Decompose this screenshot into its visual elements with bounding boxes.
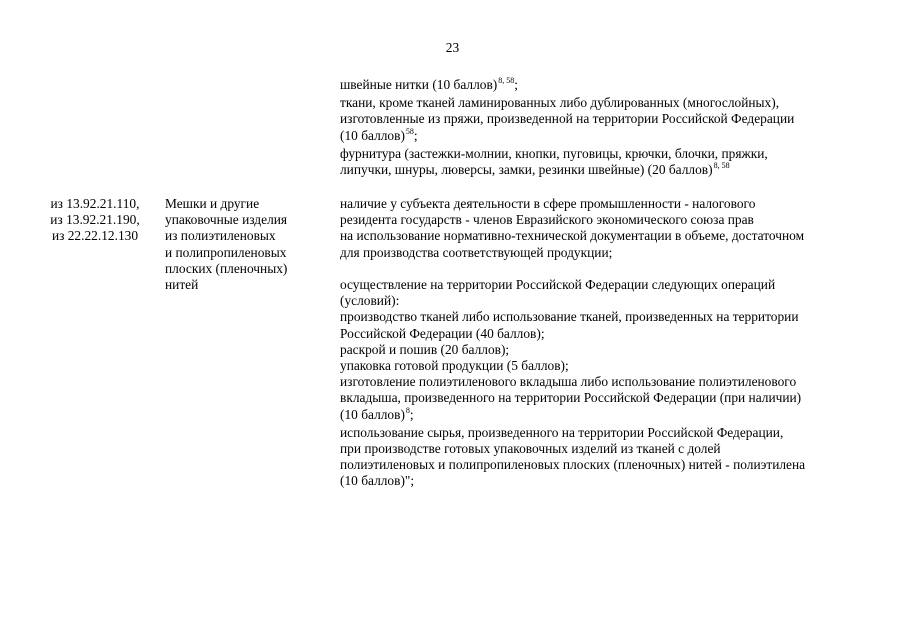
name-line: и полипропиленовых — [165, 244, 287, 260]
product-codes — [40, 196, 150, 245]
product-code: из 13.92.21.110, — [50, 196, 140, 211]
text-line: Российской Федерации (40 баллов); — [340, 325, 545, 341]
text-line: изготовленные из пряжи, произведенной на территории Российской Федерации — [340, 111, 795, 127]
text-line: (10 баллов)"; — [340, 473, 415, 489]
text-line: полиэтиленовых и полипропиленовых плоских (пленочных) нитей - полиэтилена — [340, 457, 806, 473]
product-code: из 13.92.21.190, — [50, 212, 140, 228]
text-line: ткани, кроме тканей ламинированных либо дублированных (многослойных), — [340, 95, 780, 111]
text-line: фурнитура (застежки-молнии, кнопки, пуговицы, крючки, блочки, пряжки, — [340, 145, 768, 161]
text-line: (10 баллов)$^8$; — [340, 405, 414, 422]
text-line: раскрой и пошив (20 баллов); — [340, 341, 510, 357]
name-line: Мешки и другие — [165, 196, 260, 211]
text-line: при производстве готовых упаковочных изделий из тканей с долей — [340, 441, 721, 457]
name-line: плоских (пленочных) — [165, 260, 288, 276]
text-line: резидента государств - членов Евразийского экономического союза прав — [340, 212, 754, 228]
text-line: липучки, шнуры, люверсы, замки, резинки швейные) (20 баллов)$^{8, 58}$ — [340, 161, 730, 178]
text-line: (условий): — [340, 293, 400, 309]
name-line: упаковочные изделия — [165, 212, 288, 228]
top-block — [340, 77, 880, 180]
text-line: для производства соответствующей продукции; — [340, 244, 613, 260]
text-line: изготовление полиэтиленового вкладыша либо использование полиэтиленового — [340, 374, 797, 390]
text-line: упаковка готовой продукции (5 баллов); — [340, 358, 569, 374]
text-line: швейные нитки (10 баллов)$^{8, 58}$; — [340, 76, 518, 92]
text-line: осуществление на территории Российской Федерации следующих операций — [340, 277, 776, 292]
product-name — [165, 196, 330, 293]
name-line: из полиэтиленовых — [165, 228, 276, 244]
requirement-paragraph-1 — [340, 196, 880, 261]
text-line: на использование нормативно-технической документации в объеме, достаточном — [340, 228, 805, 244]
product-code: из 22.22.12.130 — [51, 228, 139, 244]
text-line: использование сырья, произведенного на территории Российской Федерации, — [340, 424, 784, 440]
text-line: вкладыша, произведенного на территории Российской Федерации (при наличии) — [340, 390, 802, 406]
text-line: наличие у субъекта деятельности в сфере промышленности - налогового — [340, 196, 756, 211]
name-line: нитей — [165, 277, 199, 293]
page-number: 23 — [445, 40, 460, 55]
text-line: производство тканей либо использование тканей, произведенных на территории — [340, 309, 799, 325]
text-line: (10 баллов)$^{58}$; — [340, 126, 418, 143]
requirement-paragraph-2 — [340, 277, 880, 490]
